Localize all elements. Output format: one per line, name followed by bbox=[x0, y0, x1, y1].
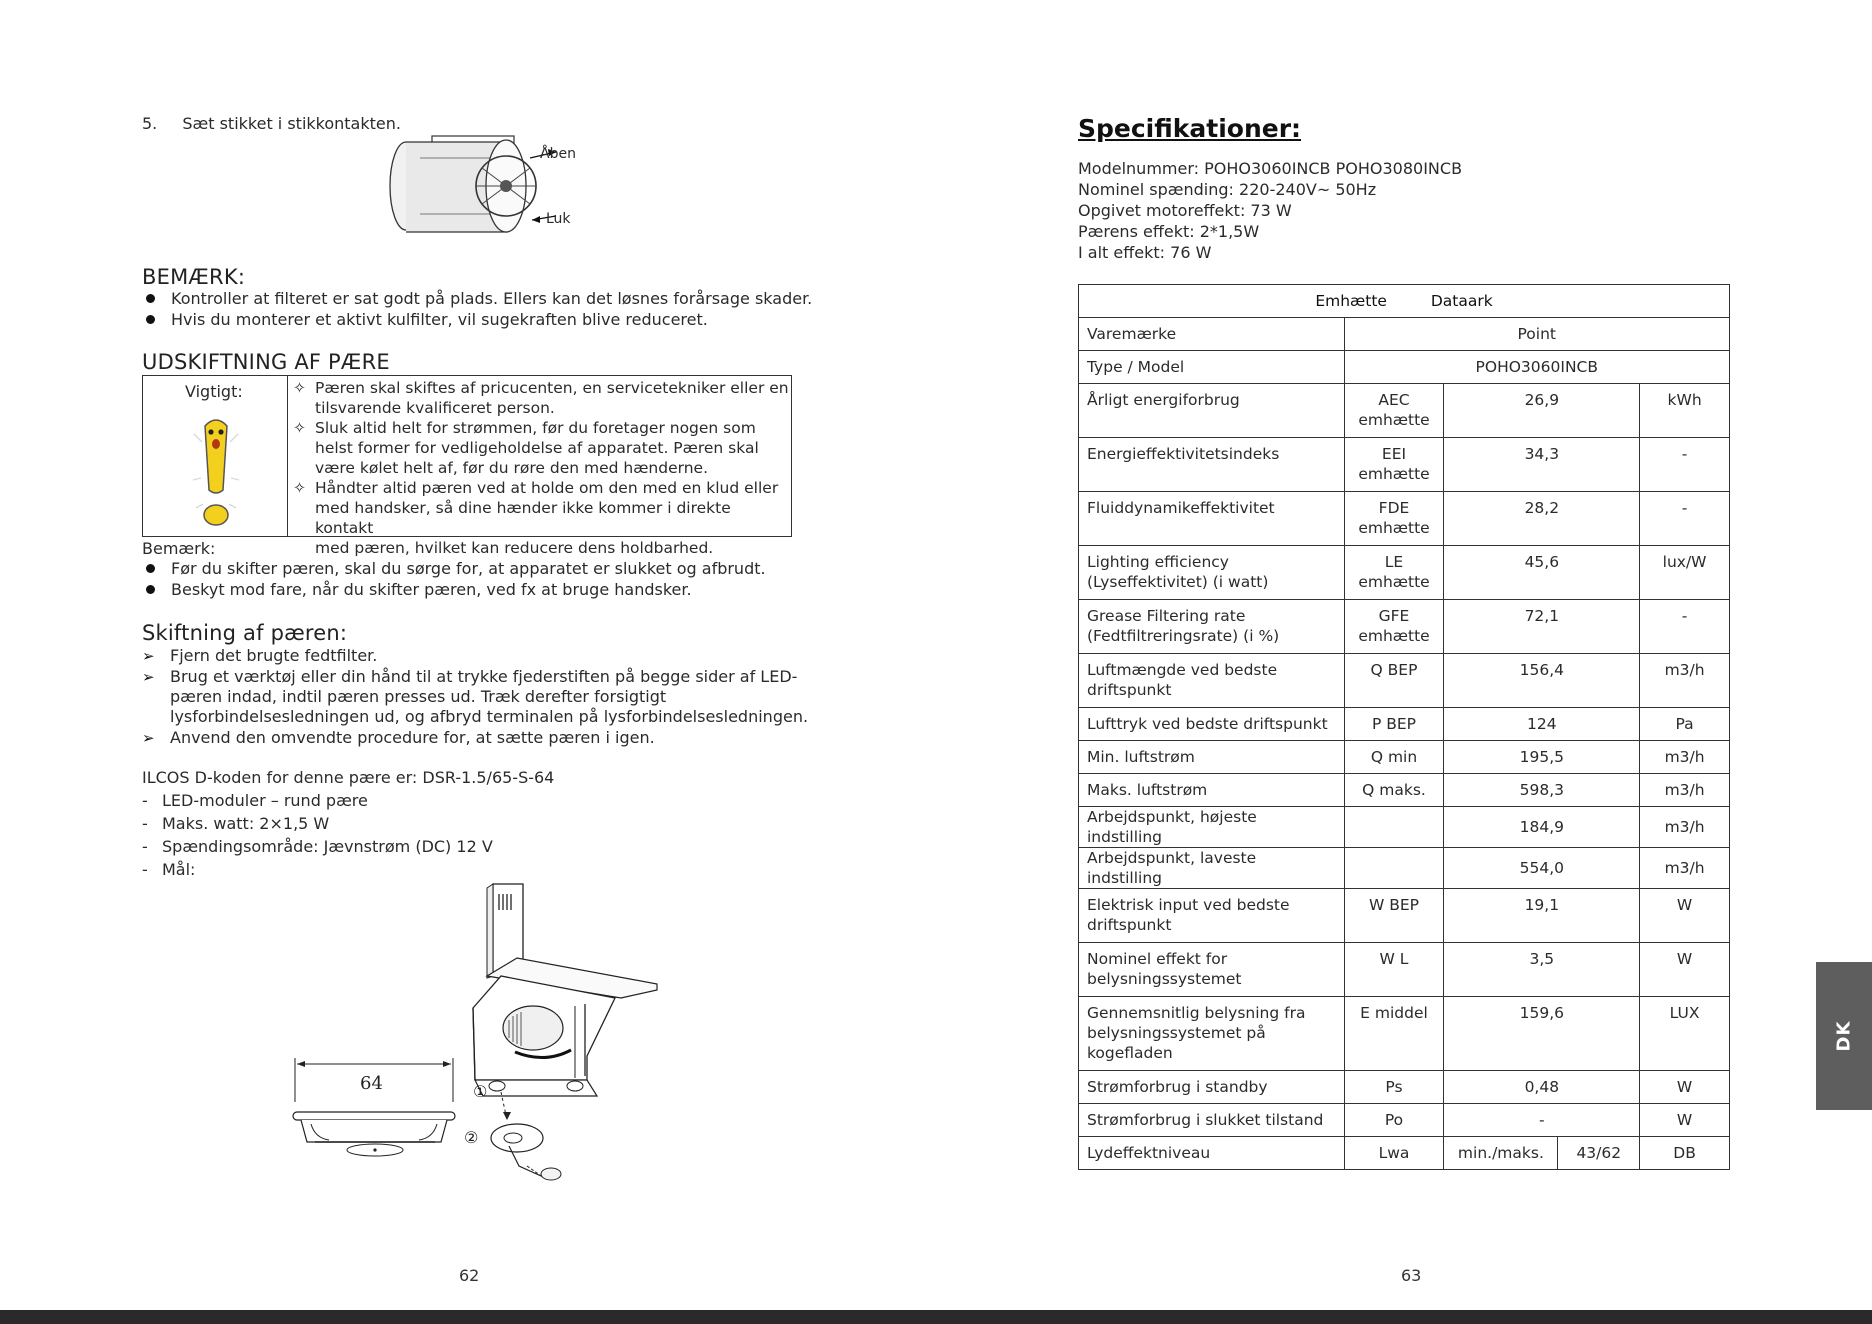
row-symbol bbox=[1344, 546, 1444, 600]
row-value: 0,48 bbox=[1444, 1071, 1640, 1104]
note-heading: BEMÆRK: bbox=[142, 265, 246, 289]
table-row bbox=[1079, 600, 1730, 654]
specifications-title: Specifikationer: bbox=[1078, 114, 1302, 143]
row-symbol bbox=[1344, 997, 1444, 1071]
important-line bbox=[293, 498, 789, 538]
sound-minmax-label: min./maks. bbox=[1444, 1137, 1558, 1170]
bullet-dot bbox=[146, 564, 155, 573]
spec-line: Pærens effekt: 2*1,5W bbox=[1078, 222, 1260, 241]
bulb-note-text: Før du skifter pæren, skal du sørge for, at apparatet er slukket og afbrudt. bbox=[171, 559, 766, 578]
sound-value: 43/62 bbox=[1558, 1137, 1640, 1170]
table-row bbox=[1079, 1104, 1730, 1137]
row-label bbox=[1079, 654, 1345, 708]
row-symbol-line: emhætte bbox=[1358, 465, 1430, 483]
row-value: 3,5 bbox=[1444, 943, 1640, 997]
row-unit: - bbox=[1640, 600, 1730, 654]
row-value: 19,1 bbox=[1444, 889, 1640, 943]
table-row bbox=[1079, 492, 1730, 546]
table-row bbox=[1079, 351, 1730, 384]
bulb-note-bullet bbox=[146, 559, 766, 579]
table-row bbox=[1079, 774, 1730, 807]
row-label bbox=[1079, 807, 1345, 848]
row-label-line: belysningssystemet bbox=[1087, 970, 1242, 988]
row-symbol bbox=[1344, 654, 1444, 708]
bullet-dot bbox=[146, 294, 155, 303]
ilcos-item bbox=[142, 814, 329, 834]
row-symbol bbox=[1344, 492, 1444, 546]
open-label: Åben bbox=[540, 146, 576, 162]
changing-step-text: Anvend den omvendte procedure for, at sætte pæren i igen. bbox=[170, 728, 655, 747]
important-line-text: Håndter altid pæren ved at holde om den med en klud eller bbox=[315, 479, 779, 497]
step-text: Sæt stikket i stikkontakten. bbox=[182, 114, 401, 133]
important-text bbox=[293, 378, 789, 558]
row-label-line: (Lyseffektivitet) (i watt) bbox=[1087, 573, 1269, 591]
row-label bbox=[1079, 774, 1345, 807]
row-value: 124 bbox=[1444, 708, 1640, 741]
row-unit: W bbox=[1640, 943, 1730, 997]
row-label bbox=[1079, 889, 1345, 943]
row-symbol-line: P BEP bbox=[1371, 715, 1417, 733]
row-symbol-line: Q BEP bbox=[1370, 661, 1418, 679]
arrow-bullet-icon: ➢ bbox=[142, 647, 155, 665]
right-page bbox=[936, 0, 1872, 1310]
row-symbol bbox=[1344, 384, 1444, 438]
important-line-text: Pæren skal skiftes af pricucenten, en servicetekniker eller en bbox=[315, 379, 789, 397]
diamond-bullet-icon: ✧ bbox=[293, 479, 306, 497]
note-bullet bbox=[146, 289, 812, 309]
row-symbol-line: Q min bbox=[1370, 748, 1418, 766]
indent bbox=[293, 538, 315, 558]
step-number: 5. bbox=[142, 114, 158, 133]
row-label-line: driftspunkt bbox=[1087, 681, 1172, 699]
language-side-tab bbox=[1816, 962, 1872, 1110]
step-1-marker: ① bbox=[473, 1082, 488, 1101]
page-number-left: 62 bbox=[459, 1266, 480, 1285]
bulb-note-text: Beskyt mod fare, når du skifter pæren, ved fx at bruge handsker. bbox=[171, 580, 692, 599]
bulb-replace-heading: UDSKIFTNING AF PÆRE bbox=[142, 350, 390, 374]
product-datasheet-table bbox=[1078, 284, 1730, 1170]
ilcos-item bbox=[142, 860, 195, 880]
table-row bbox=[1079, 997, 1730, 1071]
important-line bbox=[293, 438, 789, 458]
row-label-line: kogefladen bbox=[1087, 1044, 1173, 1062]
row-value: 45,6 bbox=[1444, 546, 1640, 600]
row-value: 598,3 bbox=[1444, 774, 1640, 807]
ilcos-item-text: LED-moduler – rund pære bbox=[162, 791, 368, 810]
row-value: - bbox=[1444, 1104, 1640, 1137]
changing-step bbox=[142, 646, 377, 666]
ilcos-line: ILCOS D-koden for denne pære er: DSR-1.5/65-S-64 bbox=[142, 768, 555, 787]
important-line bbox=[293, 478, 789, 498]
row-label-line: Gennemsnitlig belysning fra bbox=[1087, 1004, 1306, 1022]
spec-line: Nominel spænding: 220-240V~ 50Hz bbox=[1078, 180, 1377, 199]
row-symbol-line: Q maks. bbox=[1362, 781, 1426, 799]
row-label-line: Arbejdspunkt, laveste indstilling bbox=[1087, 849, 1257, 887]
table-header-left: Emhætte bbox=[1315, 292, 1387, 310]
important-line-text: være kølet helt af, før du røre den med hænderne. bbox=[315, 459, 709, 477]
row-unit: LUX bbox=[1640, 997, 1730, 1071]
brand-value: Point bbox=[1344, 318, 1729, 351]
row-label-line: Lighting efficiency bbox=[1087, 553, 1229, 571]
step-2-marker: ② bbox=[464, 1128, 479, 1147]
row-label-line: Årligt energiforbrug bbox=[1087, 391, 1240, 409]
row-symbol-line: AEC bbox=[1378, 391, 1410, 409]
row-label-line: Luftmængde ved bedste bbox=[1087, 661, 1278, 679]
row-label-line: driftspunkt bbox=[1087, 916, 1172, 934]
important-label-cell bbox=[143, 376, 288, 536]
important-line bbox=[293, 398, 789, 418]
important-label: Vigtigt: bbox=[185, 382, 243, 401]
row-symbol-line: W BEP bbox=[1368, 896, 1420, 914]
row-symbol-line: E middel bbox=[1360, 1004, 1428, 1022]
arrow-bullet-icon: ➢ bbox=[142, 668, 155, 686]
row-value: 554,0 bbox=[1444, 848, 1640, 889]
row-symbol-line: emhætte bbox=[1358, 573, 1430, 591]
row-label bbox=[1079, 708, 1345, 741]
important-line bbox=[293, 418, 789, 438]
row-label-line: Lufttryk ved bedste driftspunkt bbox=[1087, 715, 1328, 733]
ilcos-item-text: Maks. watt: 2×1,5 W bbox=[162, 814, 330, 833]
dash-bullet: - bbox=[142, 814, 148, 833]
language-tab-label: DK bbox=[1833, 1020, 1855, 1052]
bullet-dot bbox=[146, 585, 155, 594]
bottom-border bbox=[0, 1310, 1872, 1324]
indent bbox=[293, 438, 315, 458]
changing-step-text: lysforbindelsesledningen ud, og afbryd terminalen på lysforbindelsesledningen. bbox=[170, 707, 809, 726]
row-label-line: Strømforbrug i standby bbox=[1087, 1078, 1268, 1096]
warning-exclamation-icon bbox=[191, 404, 241, 534]
important-line bbox=[293, 378, 789, 398]
row-symbol-line: Ps bbox=[1385, 1078, 1403, 1096]
important-line-text: med pæren, hvilket kan reducere dens holdbarhed. bbox=[315, 539, 714, 557]
diamond-bullet-icon: ✧ bbox=[293, 379, 306, 397]
row-symbol-line: EEI bbox=[1381, 445, 1407, 463]
table-row bbox=[1079, 1071, 1730, 1104]
row-label bbox=[1079, 600, 1345, 654]
bulb-note-bullet bbox=[146, 580, 692, 600]
row-label-line: (Fedtfiltreringsrate) (i %) bbox=[1087, 627, 1280, 645]
row-label bbox=[1079, 943, 1345, 997]
row-label-line: Nominel effekt for bbox=[1087, 950, 1228, 968]
row-value: 26,9 bbox=[1444, 384, 1640, 438]
model-label: Type / Model bbox=[1079, 351, 1345, 384]
row-label-line: Energieffektivitetsindeks bbox=[1087, 445, 1280, 463]
row-unit: m3/h bbox=[1640, 848, 1730, 889]
table-row bbox=[1079, 654, 1730, 708]
row-symbol-line: GFE bbox=[1378, 607, 1410, 625]
row-symbol bbox=[1344, 943, 1444, 997]
changing-heading: Skiftning af pæren: bbox=[142, 621, 348, 645]
row-symbol-line: emhætte bbox=[1358, 411, 1430, 429]
important-line-text: Sluk altid helt for strømmen, før du foretager nogen som bbox=[315, 419, 756, 437]
indent bbox=[293, 398, 315, 418]
table-row-sound bbox=[1079, 1137, 1730, 1170]
dash-bullet: - bbox=[142, 791, 148, 810]
spec-line: I alt effekt: 76 W bbox=[1078, 243, 1212, 262]
table-row bbox=[1079, 741, 1730, 774]
row-label bbox=[1079, 997, 1345, 1071]
brand-label: Varemærke bbox=[1079, 318, 1345, 351]
row-symbol bbox=[1344, 889, 1444, 943]
bulb-note-label: Bemærk: bbox=[142, 539, 216, 558]
important-line-text: med handsker, så dine hænder ikke kommer i direkte kontakt bbox=[315, 499, 731, 537]
dimension-label: 64 bbox=[360, 1073, 383, 1094]
important-line bbox=[293, 538, 789, 558]
note-bullet-text: Hvis du monterer et aktivt kulfilter, vil sugekraften blive reduceret. bbox=[171, 310, 708, 329]
row-value: 159,6 bbox=[1444, 997, 1640, 1071]
row-symbol bbox=[1344, 438, 1444, 492]
left-page bbox=[0, 0, 936, 1310]
row-label-line: Elektrisk input ved bedste bbox=[1087, 896, 1290, 914]
row-label-line: Grease Filtering rate bbox=[1087, 607, 1246, 625]
indent bbox=[293, 458, 315, 478]
row-label bbox=[1079, 741, 1345, 774]
row-label-line: Maks. luftstrøm bbox=[1087, 781, 1208, 799]
row-label-line: Fluiddynamikeffektivitet bbox=[1087, 499, 1275, 517]
changing-step-text: Fjern det brugte fedtfilter. bbox=[170, 646, 378, 665]
row-symbol bbox=[1344, 774, 1444, 807]
row-unit: W bbox=[1640, 1071, 1730, 1104]
row-label-line: Arbejdspunkt, højeste indstilling bbox=[1087, 808, 1257, 846]
important-line-text: tilsvarende kvalificeret person. bbox=[315, 399, 555, 417]
table-row bbox=[1079, 889, 1730, 943]
row-label bbox=[1079, 384, 1345, 438]
table-row bbox=[1079, 438, 1730, 492]
row-label bbox=[1079, 1071, 1345, 1104]
row-value: 34,3 bbox=[1444, 438, 1640, 492]
row-label-line: belysningssystemet på bbox=[1087, 1024, 1266, 1042]
row-symbol bbox=[1344, 600, 1444, 654]
row-label bbox=[1079, 546, 1345, 600]
bullet-dot bbox=[146, 315, 155, 324]
model-value: POHO3060INCB bbox=[1344, 351, 1729, 384]
changing-step bbox=[142, 728, 655, 748]
row-unit: m3/h bbox=[1640, 807, 1730, 848]
note-bullet-text: Kontroller at filteret er sat godt på plads. Ellers kan det løsnes forårsage skader. bbox=[171, 289, 813, 308]
row-symbol bbox=[1344, 807, 1444, 848]
row-unit: - bbox=[1640, 438, 1730, 492]
sound-label: Lydeffektniveau bbox=[1079, 1137, 1345, 1170]
page-number-right: 63 bbox=[1401, 1266, 1422, 1285]
row-symbol-line: Po bbox=[1384, 1111, 1404, 1129]
table-row bbox=[1079, 807, 1730, 848]
row-unit: m3/h bbox=[1640, 741, 1730, 774]
table-row bbox=[1079, 546, 1730, 600]
table-header-row bbox=[1079, 285, 1730, 318]
row-value: 156,4 bbox=[1444, 654, 1640, 708]
spec-line: Modelnummer: POHO3060INCB POHO3080INCB bbox=[1078, 159, 1463, 178]
row-unit: - bbox=[1640, 492, 1730, 546]
row-label bbox=[1079, 848, 1345, 889]
sound-unit: DB bbox=[1640, 1137, 1730, 1170]
row-symbol bbox=[1344, 1104, 1444, 1137]
row-unit: W bbox=[1640, 889, 1730, 943]
row-label bbox=[1079, 438, 1345, 492]
row-unit: kWh bbox=[1640, 384, 1730, 438]
note-bullet bbox=[146, 310, 708, 330]
table-row bbox=[1079, 384, 1730, 438]
arrow-bullet-icon: ➢ bbox=[142, 729, 155, 747]
dash-bullet: - bbox=[142, 860, 148, 879]
table-row bbox=[1079, 708, 1730, 741]
ilcos-item-text: Mål: bbox=[162, 860, 196, 879]
changing-step bbox=[142, 667, 808, 727]
row-unit: m3/h bbox=[1640, 654, 1730, 708]
ilcos-item bbox=[142, 837, 493, 857]
row-symbol bbox=[1344, 708, 1444, 741]
row-value: 72,1 bbox=[1444, 600, 1640, 654]
table-row bbox=[1079, 848, 1730, 889]
sound-symbol: Lwa bbox=[1344, 1137, 1444, 1170]
row-value: 184,9 bbox=[1444, 807, 1640, 848]
row-value: 195,5 bbox=[1444, 741, 1640, 774]
important-line-text: helst former for vedligeholdelse af apparatet. Pæren skal bbox=[315, 439, 759, 457]
important-line bbox=[293, 458, 789, 478]
table-row bbox=[1079, 943, 1730, 997]
ilcos-item-text: Spændingsområde: Jævnstrøm (DC) 12 V bbox=[162, 837, 493, 856]
row-label bbox=[1079, 492, 1345, 546]
row-symbol bbox=[1344, 741, 1444, 774]
row-label-line: Min. luftstrøm bbox=[1087, 748, 1195, 766]
step-5 bbox=[142, 114, 401, 134]
spec-lines bbox=[1078, 158, 1462, 263]
row-symbol-line: W L bbox=[1379, 950, 1409, 968]
row-unit: W bbox=[1640, 1104, 1730, 1137]
table-row bbox=[1079, 318, 1730, 351]
row-symbol-line: FDE bbox=[1378, 499, 1410, 517]
row-symbol-line: emhætte bbox=[1358, 627, 1430, 645]
changing-step-text: Brug et værktøj eller din hånd til at trykke fjederstiften på begge sider af LED- bbox=[170, 667, 798, 686]
changing-step-text: pæren indad, indtil pæren presses ud. Træk derefter forsigtigt bbox=[170, 687, 667, 706]
row-symbol bbox=[1344, 848, 1444, 889]
row-unit: lux/W bbox=[1640, 546, 1730, 600]
row-value: 28,2 bbox=[1444, 492, 1640, 546]
ilcos-item bbox=[142, 791, 368, 811]
row-unit: m3/h bbox=[1640, 774, 1730, 807]
table-header-right: Dataark bbox=[1430, 292, 1493, 310]
row-label bbox=[1079, 1104, 1345, 1137]
row-symbol-line: emhætte bbox=[1358, 519, 1430, 537]
row-unit: Pa bbox=[1640, 708, 1730, 741]
row-symbol-line: LE bbox=[1384, 553, 1404, 571]
indent bbox=[293, 498, 315, 538]
close-label: Luk bbox=[546, 211, 571, 227]
dash-bullet: - bbox=[142, 837, 148, 856]
diamond-bullet-icon: ✧ bbox=[293, 419, 306, 437]
table-header bbox=[1079, 285, 1730, 318]
spec-line: Opgivet motoreffekt: 73 W bbox=[1078, 201, 1292, 220]
row-label-line: Strømforbrug i slukket tilstand bbox=[1087, 1111, 1324, 1129]
row-symbol bbox=[1344, 1071, 1444, 1104]
